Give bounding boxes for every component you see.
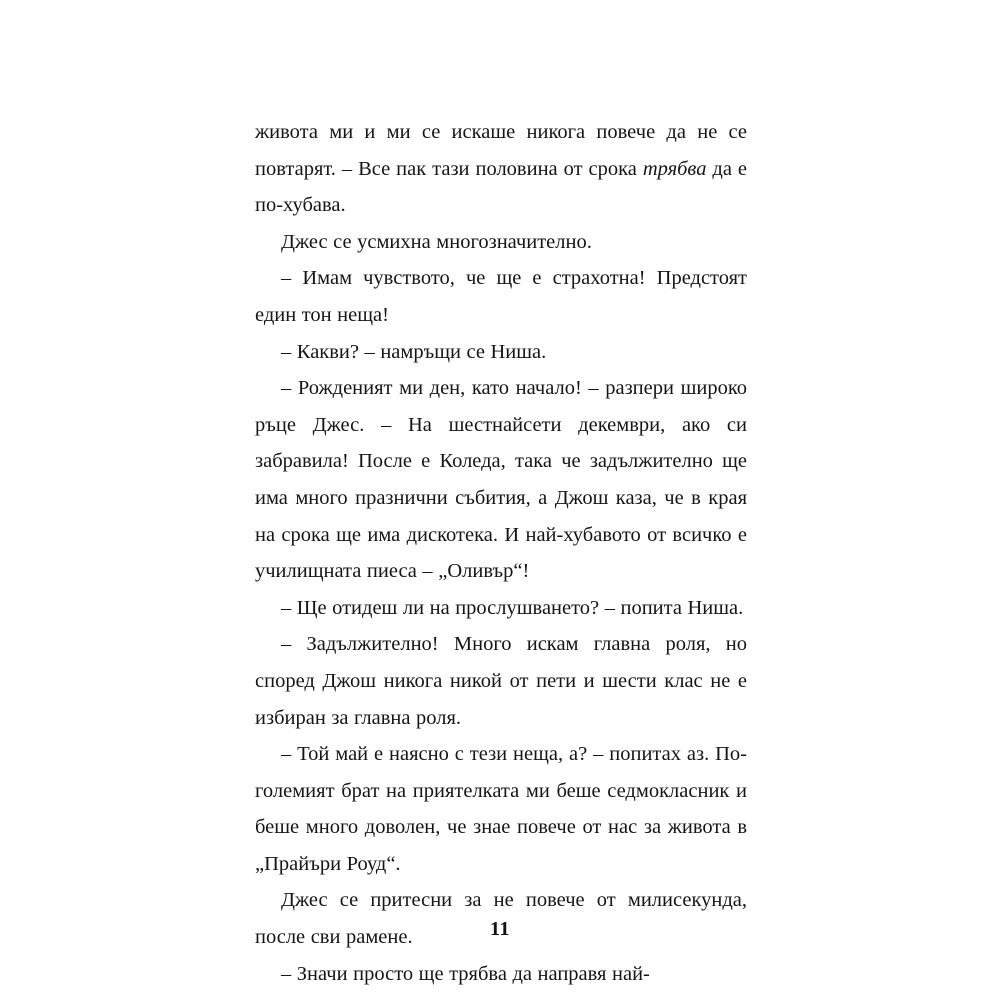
text-run: живота ми и ми се искаше никога повече да не се повтарят. – Все пак тази половина от срока bbox=[255, 121, 747, 180]
paragraph: – Ще отидеш ли на прослушването? – попита Ниша. bbox=[281, 596, 744, 619]
text-run-italic: трябва bbox=[642, 157, 707, 180]
paragraph: – Имам чувството, че ще е страхотна! Предстоят един тон неща! bbox=[255, 267, 747, 326]
paragraph: – Значи просто ще трябва да направя най- bbox=[281, 962, 650, 985]
page-number: 11 bbox=[489, 918, 511, 940]
paragraph: Джес се усмихна многозначително. bbox=[281, 230, 592, 253]
paragraph: – Рожденият ми ден, като начало! – разпери широко ръце Джес. – На шестнайсети декември, ако си забравила! После е Коледа, така че задължително ще има много празнични събития, а Джош каза, че в края на срока ще има дискотека. И най-хубавото от всичко е училищната пиеса – „Оливър“! bbox=[255, 377, 747, 583]
paragraph: Джес се притесни за не повече от милисекунда, после сви рамене. bbox=[255, 889, 747, 949]
paragraph: – Задължително! Много искам главна роля, но според Джош никога никой от пети и шести клас не е избиран за главна роля. bbox=[255, 633, 747, 729]
text-run: да е по-хубава. bbox=[255, 157, 747, 217]
page-text-body bbox=[255, 114, 747, 992]
paragraph bbox=[255, 114, 747, 224]
paragraph: – Какви? – намръщи се Ниша. bbox=[281, 340, 547, 363]
paragraph: – Той май е наясно с тези неща, а? – попитах аз. По-големият брат на приятелката ми беше седмокласник и беше много доволен, че знае повече от нас за живота в „Прайъри Роуд“. bbox=[255, 743, 747, 875]
